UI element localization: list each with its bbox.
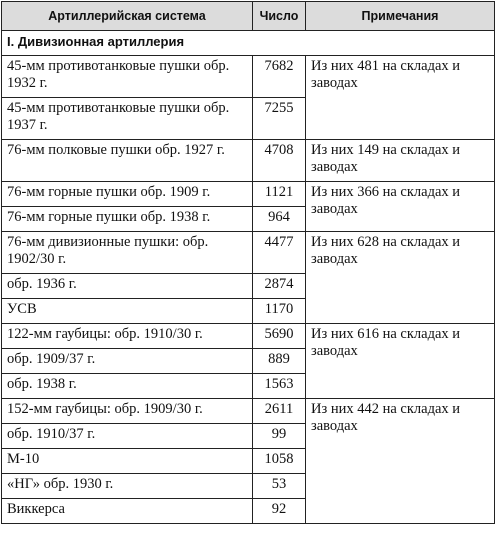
- system-cell: УСВ: [2, 299, 253, 324]
- system-cell: 76-мм горные пушки обр. 1938 г.: [2, 207, 253, 232]
- system-cell: обр. 1936 г.: [2, 274, 253, 299]
- notes-cell: Из них 442 на складах и заводах: [306, 399, 495, 524]
- count-cell: 4708: [253, 140, 306, 182]
- count-cell: 1563: [253, 374, 306, 399]
- system-cell: 76-мм дивизионные пушки: обр. 1902/30 г.: [2, 232, 253, 274]
- system-cell: Виккерса: [2, 499, 253, 524]
- table-row: [2, 182, 495, 207]
- system-cell: обр. 1909/37 г.: [2, 349, 253, 374]
- system-cell: 152-мм гаубицы: обр. 1909/30 г.: [2, 399, 253, 424]
- count-cell: 99: [253, 424, 306, 449]
- column-header-system: Артиллерийская система: [2, 2, 253, 31]
- table-row: [2, 232, 495, 274]
- count-cell: 889: [253, 349, 306, 374]
- table-row: [2, 324, 495, 349]
- count-cell: 1170: [253, 299, 306, 324]
- system-cell: 45-мм противотанковые пушки обр. 1937 г.: [2, 98, 253, 140]
- notes-cell: Из них 616 на складах и заводах: [306, 324, 495, 399]
- table-row: [2, 399, 495, 424]
- table-row: [2, 140, 495, 182]
- notes-cell: Из них 481 на складах и заводах: [306, 56, 495, 140]
- count-cell: 7255: [253, 98, 306, 140]
- count-cell: 1058: [253, 449, 306, 474]
- table-row: [2, 56, 495, 98]
- system-cell: обр. 1938 г.: [2, 374, 253, 399]
- count-cell: 4477: [253, 232, 306, 274]
- count-cell: 7682: [253, 56, 306, 98]
- system-cell: 122-мм гаубицы: обр. 1910/30 г.: [2, 324, 253, 349]
- notes-cell: Из них 628 на складах и заводах: [306, 232, 495, 324]
- count-cell: 1121: [253, 182, 306, 207]
- section-row: [2, 31, 495, 56]
- artillery-table: [1, 1, 495, 524]
- column-header-count: Число: [253, 2, 306, 31]
- notes-cell: Из них 366 на складах и заводах: [306, 182, 495, 232]
- system-cell: 45-мм противотанковые пушки обр. 1932 г.: [2, 56, 253, 98]
- count-cell: 53: [253, 474, 306, 499]
- count-cell: 2874: [253, 274, 306, 299]
- count-cell: 2611: [253, 399, 306, 424]
- header-row: [2, 2, 495, 31]
- count-cell: 92: [253, 499, 306, 524]
- count-cell: 964: [253, 207, 306, 232]
- system-cell: 76-мм полковые пушки обр. 1927 г.: [2, 140, 253, 182]
- section-title: I. Дивизионная артиллерия: [2, 31, 495, 56]
- system-cell: «НГ» обр. 1930 г.: [2, 474, 253, 499]
- notes-cell: Из них 149 на складах и заводах: [306, 140, 495, 182]
- system-cell: 76-мм горные пушки обр. 1909 г.: [2, 182, 253, 207]
- system-cell: М-10: [2, 449, 253, 474]
- count-cell: 5690: [253, 324, 306, 349]
- column-header-notes: Примечания: [306, 2, 495, 31]
- system-cell: обр. 1910/37 г.: [2, 424, 253, 449]
